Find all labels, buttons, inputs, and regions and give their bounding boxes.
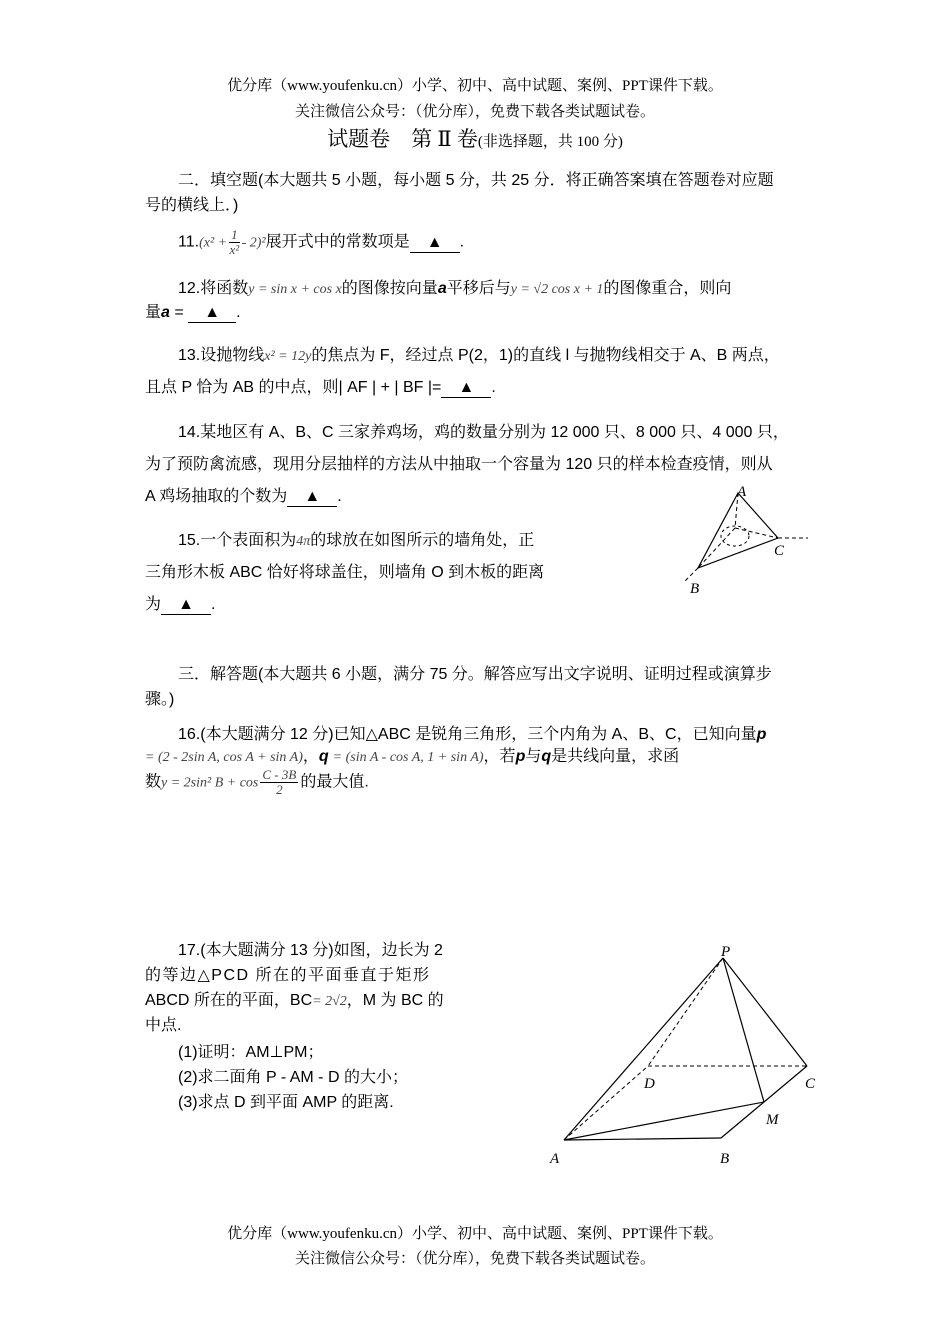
q16-vector-q: q: [318, 748, 329, 765]
q14-answer-blank: ▲: [287, 488, 337, 507]
section3-intro-line1: 三．解答题(本大题共 6 小题，满分 75 分。解答应写出文字说明、证明过程或演算步: [178, 666, 772, 683]
q12-vector-a-2: a: [161, 304, 170, 321]
question-16-line2: [145, 743, 679, 766]
question-17-line3: [145, 987, 444, 1010]
q12-l1c: 平移后与: [446, 280, 511, 297]
question-16-line1: [178, 721, 766, 744]
edge-pc: [723, 958, 807, 1066]
edge-oc: [735, 528, 778, 538]
page-title: [0, 123, 950, 153]
q12-vector-a: a: [437, 280, 447, 297]
q15-l3a: 为: [145, 596, 162, 613]
footer-line-2: 关注微信公众号：（优分库），免费下载各类试题试卷。: [294, 1251, 655, 1267]
edge-pd: [648, 958, 723, 1066]
question-16-line3: [145, 768, 369, 797]
question-14-line3: [145, 483, 342, 507]
edge-ad: [564, 1066, 648, 1140]
footer-line-1: 优分库（www.youfenku.cn）小学、初中、高中试题、案例、PPT课件下载。: [227, 1226, 723, 1242]
q11-expr-pre: (x² +: [199, 235, 228, 251]
q16-sep: ，: [302, 748, 319, 765]
question-11: [178, 228, 464, 257]
title-sub: (非选择题，共 100 分): [477, 134, 623, 150]
q16-vector-q-2: q: [541, 748, 552, 765]
q11-number: 11.: [178, 233, 200, 251]
q11-answer-blank: ▲: [410, 234, 460, 253]
q15-end: .: [211, 596, 216, 613]
q16-p-value: = (2 - 2sin A, cos A + sin A): [145, 750, 303, 765]
q16-frac-den: 2: [276, 782, 283, 797]
q11-fraction: [229, 228, 240, 257]
ball-circle: [721, 526, 749, 546]
q15-l1a: 15.一个表面积为: [178, 532, 297, 549]
q11-frac-num: 1: [231, 227, 238, 242]
edge-pm: [723, 958, 764, 1102]
edge-ab: [564, 1138, 721, 1140]
q13-curve: x² = 12y: [264, 349, 312, 364]
q15-answer-blank: ▲: [161, 596, 211, 615]
q15-figure: [660, 478, 820, 600]
title-main: 试题卷 第 Ⅱ 卷: [327, 127, 478, 151]
fig15-label-c: C: [774, 543, 785, 559]
section2-intro-line2: 号的横线上．): [145, 197, 239, 214]
q13-l2a: 且点 P 恰为 AB 的中点，则| AF | + | BF |=: [145, 379, 442, 396]
fig17-label-a: A: [550, 1151, 560, 1167]
q17-bc-value: = 2√2: [312, 994, 347, 1009]
q17-figure: [540, 938, 830, 1170]
q15-area: 4π: [296, 534, 311, 549]
fig17-label-p: P: [721, 944, 731, 960]
q16-q-value: = (sin A - cos A, 1 + sin A): [332, 750, 484, 765]
q15-l1b: 的球放在如图所示的墙角处，正: [310, 532, 535, 549]
fig15-label-a: A: [737, 484, 747, 500]
section3-intro-line2: 骤。): [145, 691, 175, 708]
q12-answer-blank: ▲: [188, 304, 236, 323]
question-14-line2: 为了预防禽流感，现用分层抽样的方法从中抽取一个容量为 120 只的样本检查疫情，则从: [145, 456, 773, 473]
q12-end: .: [236, 304, 241, 321]
q13-end: .: [491, 379, 496, 396]
q12-func1: y = sin x + cos x: [248, 282, 342, 297]
q16-func: y = 2sin² B + cos: [161, 775, 259, 791]
q14-l3a: A 鸡场抽取的个数为: [145, 488, 288, 505]
question-12-line1: [178, 275, 731, 298]
q12-l1d: 的图像重合，则向: [603, 280, 732, 297]
q11-frac-den: x²: [229, 242, 240, 257]
question-17-part2: (2)求二面角 P - AM - D 的大小；: [178, 1069, 408, 1086]
edge-pa: [564, 958, 723, 1140]
question-15-line3: [145, 591, 215, 615]
q13-l1a: 13.设抛物线: [178, 347, 265, 364]
question-15-line1: [178, 527, 534, 550]
header-line-2: 关注微信公众号：（优分库），免费下载各类试题试卷。: [294, 104, 655, 120]
header-line-1: 优分库（www.youfenku.cn）小学、初中、高中试题、案例、PPT课件下载。: [227, 78, 723, 94]
triangle-abc: [698, 493, 778, 568]
fig15-label-b: B: [690, 581, 700, 597]
q12-l1a: 12.将函数: [178, 280, 249, 297]
q11-end: .: [459, 233, 465, 251]
q13-l1b: 的焦点为 F，经过点 P(2，1)的直线 l 与抛物线相交于 A、B 两点，: [311, 347, 780, 364]
question-13-line1: [178, 342, 780, 365]
q11-text: 展开式中的常数项是: [265, 233, 410, 251]
fig17-label-b: B: [720, 1151, 730, 1167]
q16-l3a: 数: [145, 773, 162, 791]
fig17-label-m: M: [766, 1112, 779, 1128]
question-17-part1: (1)证明：AM⊥PM；: [178, 1044, 324, 1061]
q16-l3b: 的最大值.: [300, 773, 369, 791]
q12-l2b: =: [169, 304, 189, 321]
edge-am: [564, 1102, 764, 1140]
question-14-line1: 14.某地区有 A、B、C 三家养鸡场，鸡的数量分别为 12 000 只、8 000 只、4 000 只，: [178, 424, 789, 441]
q12-l1b: 的图像按向量: [341, 280, 438, 297]
question-17-part3: (3)求点 D 到平面 AMP 的距离.: [178, 1094, 394, 1111]
question-17-line1: 17.(本大题满分 13 分)如图，边长为 2: [178, 942, 443, 959]
q16-frac-num: C - 3B: [262, 767, 297, 782]
q13-answer-blank: ▲: [441, 379, 491, 398]
question-12-line2: [145, 299, 241, 323]
q16-l2c: 与: [525, 748, 542, 765]
q11-expr-post: - 2)²: [241, 235, 266, 251]
question-13-line2: [145, 374, 496, 398]
q16-l2b: ，若: [483, 748, 516, 765]
question-17-line2: 的等边△PCD 所在的平面垂直于矩形: [145, 967, 431, 984]
question-15-line2: 三角形木板 ABC 恰好将球盖住，则墙角 O 到木板的距离: [145, 564, 545, 581]
fig17-label-d: D: [644, 1076, 655, 1092]
q17-l3b: ，M 为 BC 的: [346, 992, 444, 1009]
edge-b-ext: [684, 568, 698, 582]
fig17-label-c: C: [805, 1076, 816, 1092]
q16-l1a: 16.(本大题满分 12 分)已知△ABC 是锐角三角形，三个内角为 A、B、C，已知向量: [178, 726, 757, 743]
q16-vector-p-2: p: [515, 748, 526, 765]
section2-intro-line1: 二．填空题(本大题共 5 小题，每小题 5 分，共 25 分．将正确答案填在答题卷对应题: [178, 172, 774, 189]
q12-l2a: 量: [145, 304, 162, 321]
q16-l2d: 是共线向量，求函: [551, 748, 680, 765]
q17-l3a: ABCD 所在的平面，BC: [145, 992, 313, 1009]
question-17-line4: 中点.: [145, 1017, 182, 1034]
q16-vector-p: p: [756, 726, 767, 743]
q14-end: .: [337, 488, 342, 505]
q16-fraction: [260, 768, 298, 797]
q12-func2: y = √2 cos x + 1: [510, 282, 604, 297]
